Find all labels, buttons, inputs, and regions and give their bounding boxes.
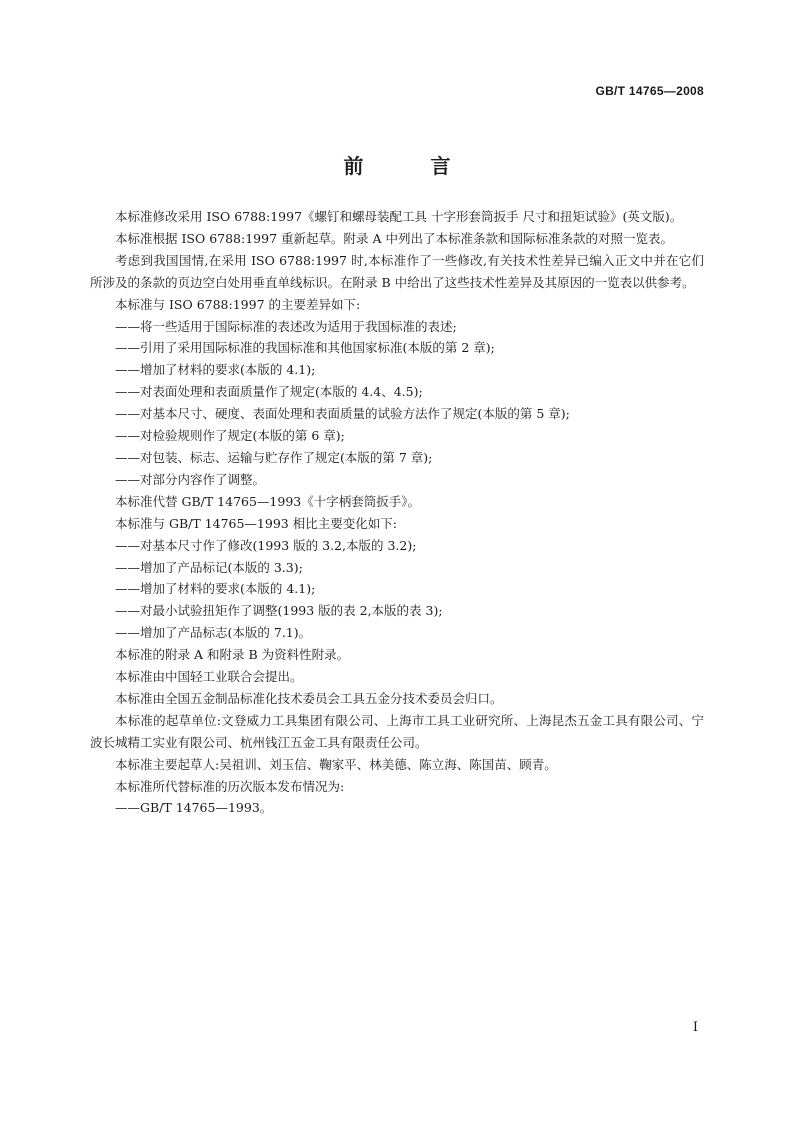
- paragraph: 本标准由全国五金制品标准化技术委员会工具五金分技术委员会归口。: [115, 690, 503, 706]
- list-item: ——增加了产品标记(本版的 3.3);: [115, 559, 303, 575]
- list-item: ——对基本尺寸、硬度、表面处理和表面质量的试验方法作了规定(本版的第 5 章);: [115, 406, 570, 422]
- list-item: ——对表面处理和表面质量作了规定(本版的 4.4、4.5);: [115, 384, 423, 400]
- list-item: ——对包装、标志、运输与贮存作了规定(本版的第 7 章);: [115, 449, 433, 465]
- paragraph: 本标准修改采用 ISO 6788:1997《螺钉和螺母装配工具 十字形套筒扳手 尺寸和扭矩试验》(英文版)。: [115, 209, 683, 224]
- paragraph: 本标准代替 GB/T 14765—1993《十字柄套筒扳手》。: [115, 493, 420, 509]
- page-title: 前 言: [343, 154, 481, 178]
- paragraph: 本标准的附录 A 和附录 B 为资料性附录。: [115, 647, 350, 663]
- paragraph: 本标准主要起草人:吴祖训、刘玉信、鞠家平、林美德、陈立海、陈国苗、顾青。: [115, 756, 557, 772]
- paragraph: 本标准所代替标准的历次版本发布情况为:: [115, 778, 345, 794]
- list-item: ——对基本尺寸作了修改(1993 版的 3.2,本版的 3.2);: [115, 537, 417, 553]
- list-item: ——增加了材料的要求(本版的 4.1);: [115, 362, 316, 378]
- paragraph: 本标准根据 ISO 6788:1997 重新起草。附录 A 中列出了本标准条款和国际标准条款的对照一览表。: [115, 230, 673, 246]
- list-item: ——增加了材料的要求(本版的 4.1);: [115, 581, 316, 597]
- standard-code: GB/T 14765—2008: [595, 84, 704, 98]
- list-item: ——对部分内容作了调整。: [115, 471, 266, 487]
- list-item: ——GB/T 14765—1993。: [115, 800, 273, 816]
- list-item: ——对最小试验扭矩作了调整(1993 版的表 2,本版的表 3);: [115, 603, 443, 619]
- list-item: ——引用了采用国际标准的我国标准和其他国家标准(本版的第 2 章);: [115, 340, 495, 356]
- paragraph: 本标准由中国轻工业联合会提出。: [115, 669, 303, 685]
- list-item: ——对检验规则作了规定(本版的第 6 章);: [115, 428, 345, 444]
- list-item: ——增加了产品标志(本版的 7.1)。: [115, 625, 312, 641]
- paragraph: 本标准的起草单位:文登威力工具集团有限公司、上海市工具工业研究所、上海昆杰五金工具有限公司、宁波长城精工实业有限公司、杭州钱江五金工具有限责任公司。: [90, 712, 704, 750]
- paragraph: 本标准与 ISO 6788:1997 的主要差异如下:: [115, 296, 361, 312]
- paragraph: 考虑到我国国情,在采用 ISO 6788:1997 时,本标准作了一些修改,有关技术性差异已编入正文中并在它们所涉及的条款的页边空白处用垂直单线标识。在附录 B 中给出了这些技术性差异及其原因的一览表以供参考。: [90, 252, 704, 290]
- page-number: I: [692, 1020, 698, 1035]
- foreword-body: [90, 206, 704, 819]
- list-item: ——将一些适用于国际标准的表述改为适用于我国标准的表述;: [115, 318, 457, 334]
- paragraph: 本标准与 GB/T 14765—1993 相比主要变化如下:: [115, 515, 397, 531]
